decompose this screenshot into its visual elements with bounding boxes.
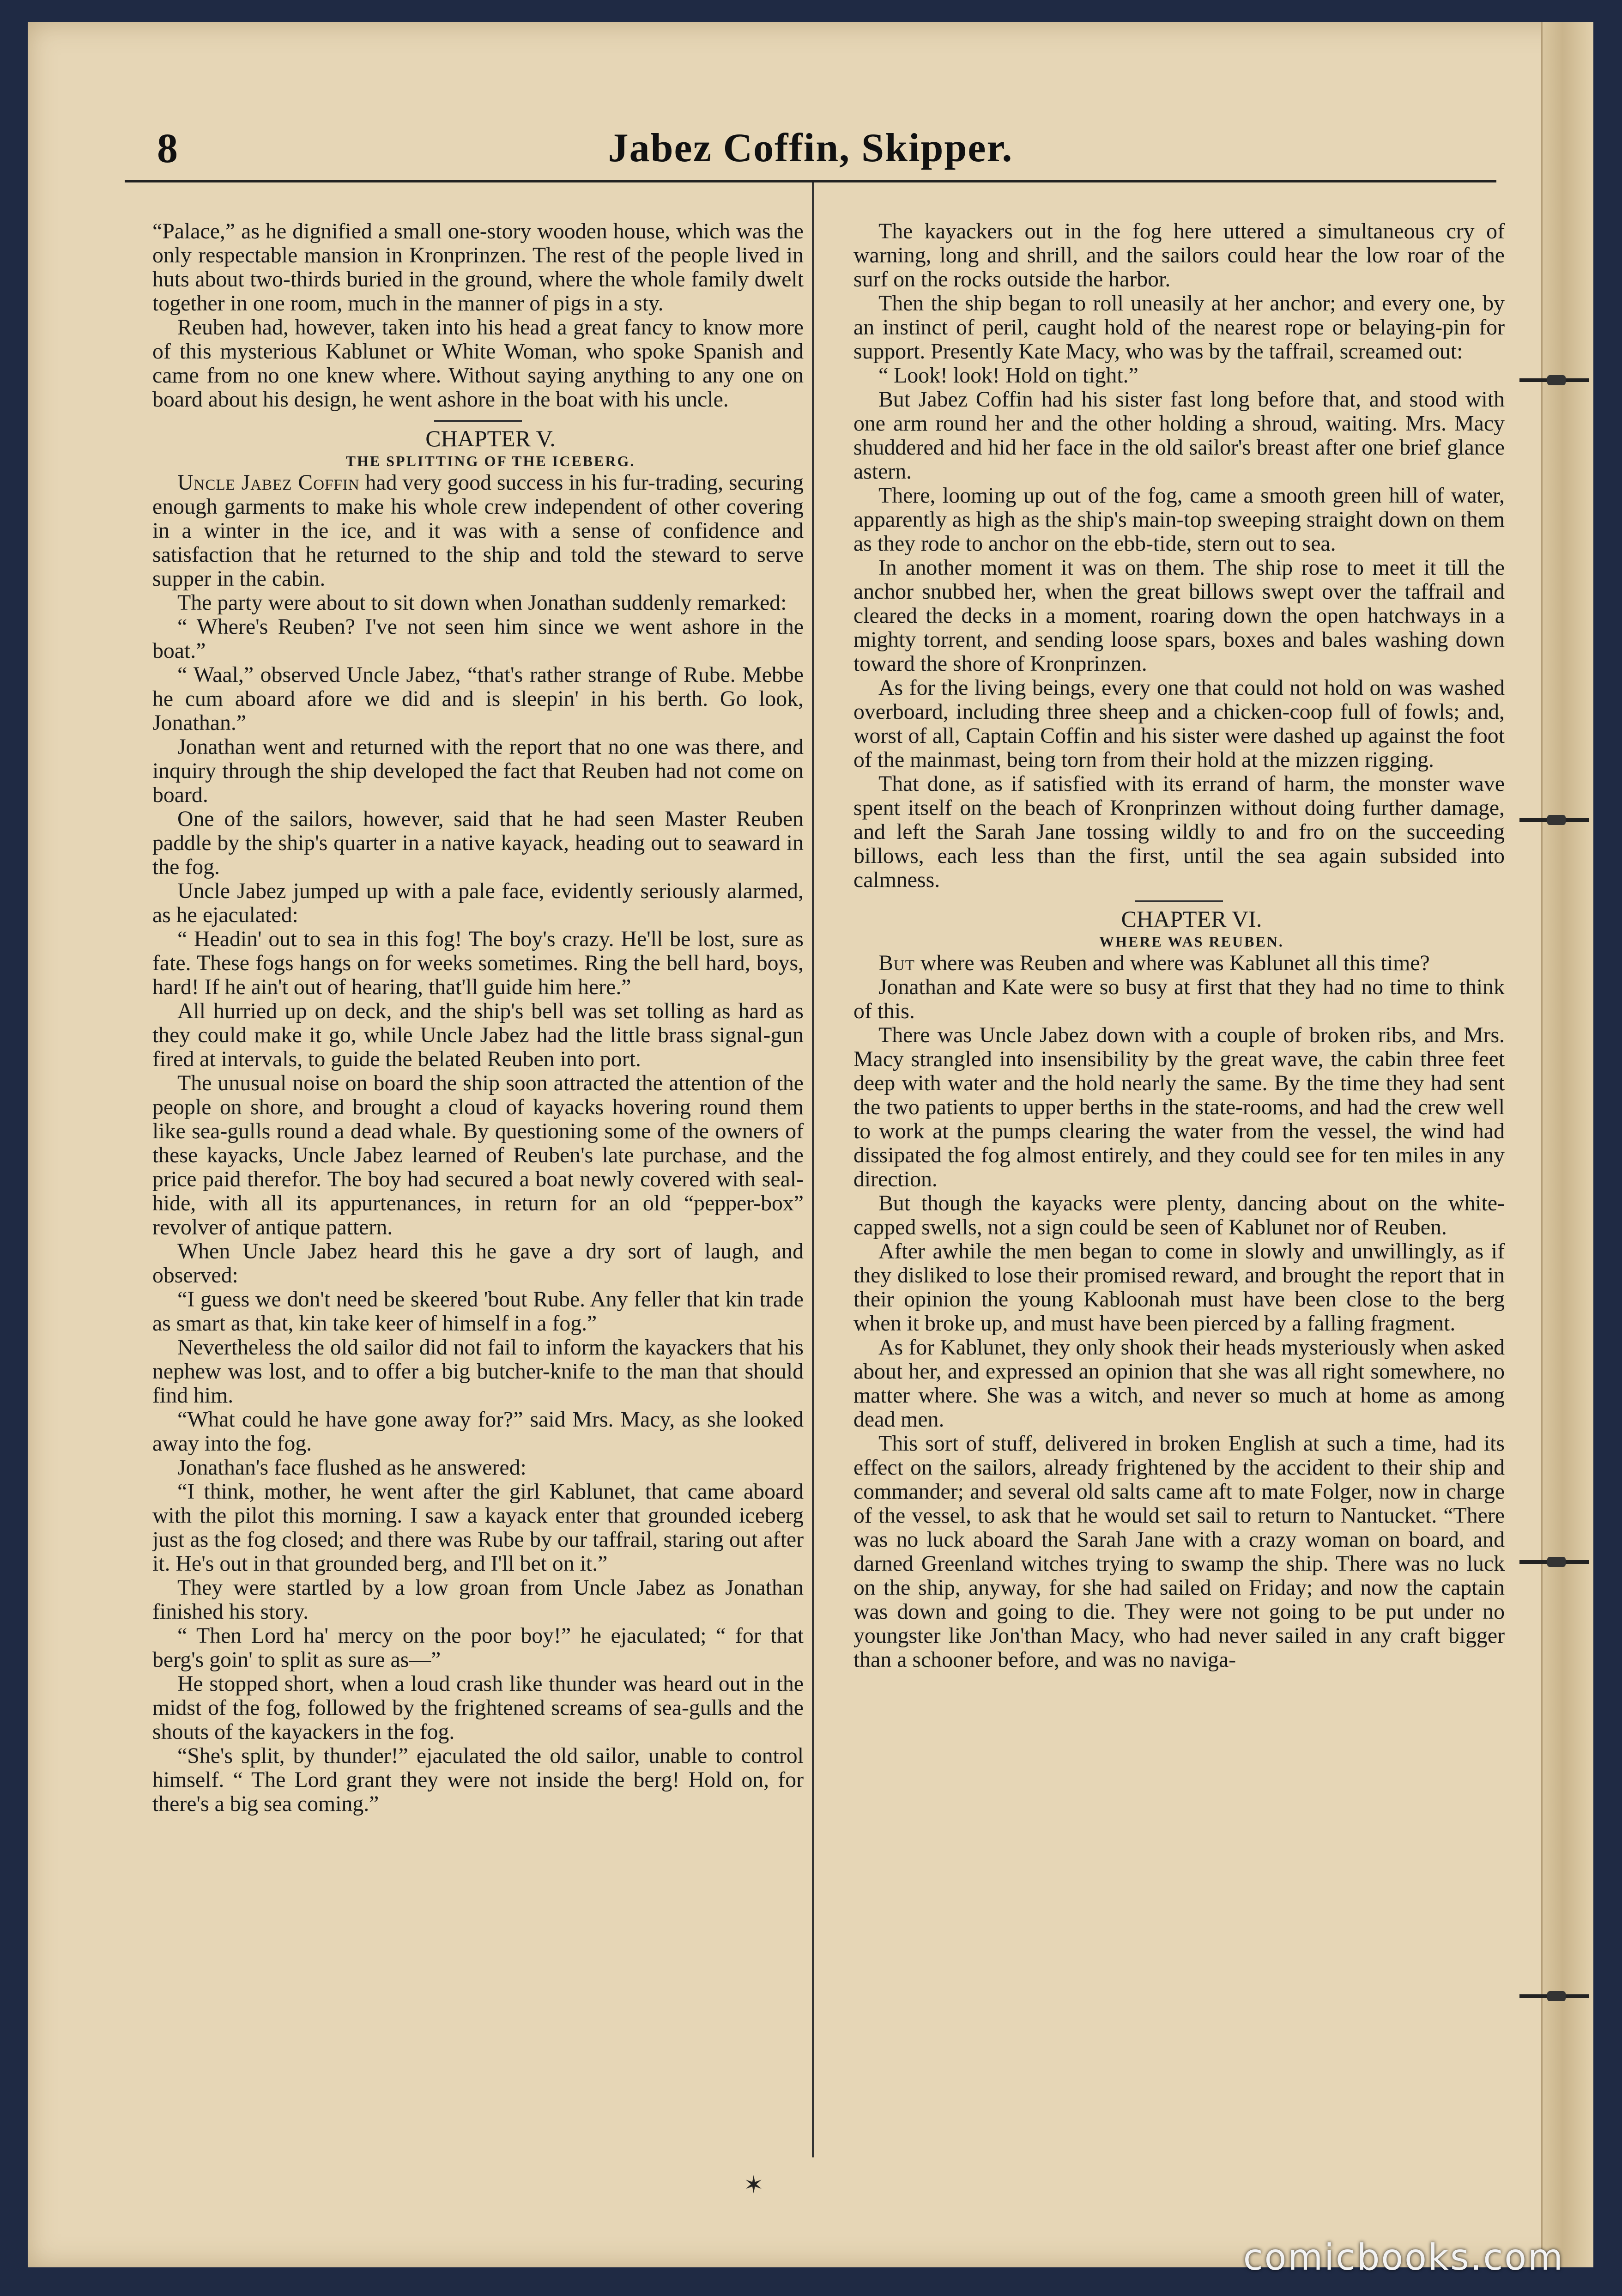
staple-icon: [1519, 1989, 1589, 2003]
opening-text: where was Reuben and where was Kablunet all this time?: [914, 951, 1430, 975]
staple-icon: [1519, 813, 1589, 827]
page-header: [125, 125, 1496, 171]
chapter-rule: [1135, 900, 1223, 902]
paragraph: But though the kayacks were plenty, dancing about on the white-capped swells, not a sign could be seen of Kablunet nor of Reuben.: [853, 1191, 1505, 1239]
printer-mark-icon: ✶: [744, 2172, 764, 2199]
paragraph: There was Uncle Jabez down with a couple of broken ribs, and Mrs. Macy strangled into insensibility by the great wave, the cabin three feet deep with water and the hold nearly the same. By the time they had sent the two patients to upper berths in the state-rooms, and had the crew well to work at the pumps clearing the water from the vessel, the wind had dissipated the fog almost entirely, and they could see for ten miles in any direction.: [853, 1023, 1505, 1191]
header-rule: [125, 180, 1496, 182]
paragraph: [152, 471, 804, 591]
left-column: [152, 219, 804, 2160]
paragraph: Jonathan's face flushed as he answered:: [177, 1455, 527, 1480]
staple-icon: [1519, 373, 1589, 387]
paragraph: As for the living beings, every one that could not hold on was washed overboard, including three sheep and a chicken-coop full of fowls; and, worst of all, Captain Coffin and his sister were dashed up against the foot of the mainmast, being torn from their hold at the mizzen rigging.: [853, 675, 1505, 772]
paragraph: The unusual noise on board the ship soon attracted the attention of the people on shore, and brought a cloud of kayacks hovering round them like sea-gulls round a dead whale. By questioning some of the owners of these kayacks, Uncle Jabez learned of Reuben's late purchase, and the price paid therefor. The boy had secured a boat newly covered with seal-hide, with all its appurtenances, in return for an old “pepper-box” revolver of antique pattern.: [152, 1071, 804, 1239]
paragraph: After awhile the men began to come in slowly and unwillingly, as if they disliked to lose their promised reward, and brought the report that in their opinion the young Kabloonah must have been close to the berg when it broke up, and must have been pierced by a falling fragment.: [853, 1239, 1505, 1336]
paragraph: The party were about to sit down when Jonathan suddenly remarked:: [177, 590, 787, 615]
paragraph: “I guess we don't need be skeered 'bout Rube. Any feller that kin trade as smart as that, kin take keer of himself in a fog.”: [152, 1287, 804, 1336]
paragraph: “ Waal,” observed Uncle Jabez, “that's rather strange of Rube. Mebbe he cum aboard afore we did and is sleepin' in his berth. Go look, Jonathan.”: [152, 662, 804, 735]
paragraph: He stopped short, when a loud crash like thunder was heard out in the midst of the fog, followed by the frightened screams of sea-gulls and the shouts of the kayackers in the fog.: [152, 1671, 804, 1744]
paragraph: Nevertheless the old sailor did not fail to inform the kayackers that his nephew was lost, and to offer a big butcher-knife to the man that should find him.: [152, 1335, 804, 1408]
paragraph: “ Where's Reuben? I've not seen him since we went ashore in the boat.”: [152, 614, 804, 663]
paragraph: “I think, mother, he went after the girl Kablunet, that came aboard with the pilot this morning. I saw a kayack enter that grounded iceberg just as the fog closed; and there was Rube by our taffrail, staring out after it. He's out in that grounded berg, and I'll bet on it.”: [152, 1479, 804, 1576]
paragraph: “ Look! look! Hold on tight.”: [878, 363, 1138, 388]
paragraph: But Jabez Coffin had his sister fast long before that, and stood with one arm round her and the other holding a shroud, waiting. Mrs. Macy shuddered and hid her face in the old sailor's breast after one brief glance astern.: [853, 387, 1505, 484]
paragraph: They were startled by a low groan from Uncle Jabez as Jonathan finished his story.: [152, 1575, 804, 1624]
staple-icon: [1519, 1555, 1589, 1569]
paragraph: [853, 951, 1505, 975]
chapter-heading: CHAPTER VI.: [1121, 906, 1262, 932]
paragraph: “Palace,” as he dignified a small one-story wooden house, which was the only respectable mansion in Kronprinzen. The rest of the people lived in huts about two-thirds buried in the ground, where the whole family dwelt together in one room, much in the manner of pigs in a sty.: [152, 219, 804, 316]
chapter-subtitle: THE SPLITTING OF THE ICEBERG.: [345, 453, 635, 469]
chapter-heading: CHAPTER V.: [425, 425, 556, 451]
opening-text: had very good success in his fur-trading, securing enough garments to make his whole crew independent of other covering in a winter in the ice, and it was with a sense of confidence and satisfaction that he returned to the ship and told the steward to serve supper in the cabin.: [152, 470, 804, 591]
chapter-subtitle: WHERE WAS REUBEN.: [1099, 933, 1284, 950]
paragraph: When Uncle Jabez heard this he gave a dry sort of laugh, and observed:: [152, 1239, 804, 1288]
opening-smallcaps: Uncle Jabez Coffin: [177, 470, 360, 495]
watermark: comicbooks.com: [1243, 2237, 1564, 2278]
binding-spine: [1541, 22, 1593, 2267]
column-divider: [812, 182, 814, 2157]
paragraph: In another moment it was on them. The ship rose to meet it till the anchor snubbed her, when the great billows swept over the taffrail and cleared the decks in a moment, roaring down the open hatchways in a mighty torrent, and sending loose spars, boxes and bales washing down toward the shore of Kronprinzen.: [853, 555, 1505, 676]
right-column: [853, 219, 1505, 2160]
paragraph: “ Headin' out to sea in this fog! The boy's crazy. He'll be lost, sure as fate. These fogs hangs on for weeks sometimes. Ring the bell hard, boys, hard! If he ain't out of hearing, that'll guide him here.”: [152, 927, 804, 999]
paragraph: The kayackers out in the fog here uttered a simultaneous cry of warning, long and shrill, and the sailors could hear the low roar of the surf on the rocks outside the harbor.: [853, 219, 1505, 292]
paragraph: This sort of stuff, delivered in broken English at such a time, had its effect on the sailors, already frightened by the accident to their ship and commander; and several old salts came aft to mate Folger, now in charge of the vessel, to ask that he would set sail to return to Nantucket. “There was no luck aboard the Sarah Jane with a crazy woman on board, and darned Greenland witches trying to swamp the ship. There was no luck on the ship, anyway, for she had sailed on Friday; and now the captain was down and going to die. They were not going to be put under no youngster like Jon'than Macy, who had never sailed in any craft bigger than a schooner before, and was no naviga-: [853, 1431, 1505, 1672]
paragraph: As for Kablunet, they only shook their heads mysteriously when asked about her, and expressed an opinion that she was all right somewhere, no matter where. She was a witch, and never so much at home as among dead men.: [853, 1335, 1505, 1432]
paragraph: Jonathan went and returned with the report that no one was there, and inquiry through the ship developed the fact that Reuben had not come on board.: [152, 735, 804, 807]
running-title: Jabez Coffin, Skipper.: [608, 126, 1013, 170]
paragraph: “She's split, by thunder!” ejaculated the old sailor, unable to control himself. “ The Lord grant they were not inside the berg! Hold on, for there's a big sea coming.”: [152, 1743, 804, 1816]
paragraph: “What could he have gone away for?” said Mrs. Macy, as she looked away into the fog.: [152, 1407, 804, 1456]
paragraph: “ Then Lord ha' mercy on the poor boy!” he ejaculated; “ for that berg's goin' to split as sure as—”: [152, 1623, 804, 1672]
paragraph: All hurried up on deck, and the ship's bell was set tolling as hard as they could make it go, while Uncle Jabez had the little brass signal-gun fired at intervals, to guide the belated Reuben into port.: [152, 999, 804, 1071]
opening-smallcaps: But: [878, 951, 915, 975]
paragraph: That done, as if satisfied with its errand of harm, the monster wave spent itself on the beach of Kronprinzen without doing further damage, and left the Sarah Jane tossing wildly to and fro on the succeeding billows, each less than the first, until the sea again subsided into calmness.: [853, 771, 1505, 892]
paragraph: There, looming up out of the fog, came a smooth green hill of water, apparently as high as the ship's main-top sweeping straight down on them as they rode to anchor on the ebb-tide, stern out to sea.: [853, 483, 1505, 556]
page-number: 8: [157, 126, 178, 171]
paragraph: One of the sailors, however, said that he had seen Master Reuben paddle by the ship's quarter in a native kayack, heading out to seaward in the fog.: [152, 807, 804, 879]
paragraph: Jonathan and Kate were so busy at first that they had no time to think of this.: [853, 975, 1505, 1023]
chapter-rule: [434, 420, 522, 422]
paragraph: Uncle Jabez jumped up with a pale face, evidently seriously alarmed, as he ejaculated:: [152, 879, 804, 927]
paragraph: Reuben had, however, taken into his head a great fancy to know more of this mysterious Kablunet or White Woman, who spoke Spanish and came from no one knew where. Without saying anything to any one on board about his design, he went ashore in the boat with his uncle.: [152, 315, 804, 412]
paragraph: Then the ship began to roll uneasily at her anchor; and every one, by an instinct of peril, caught hold of the nearest rope or belaying-pin for support. Presently Kate Macy, who was by the taffrail, screamed out:: [853, 291, 1505, 364]
